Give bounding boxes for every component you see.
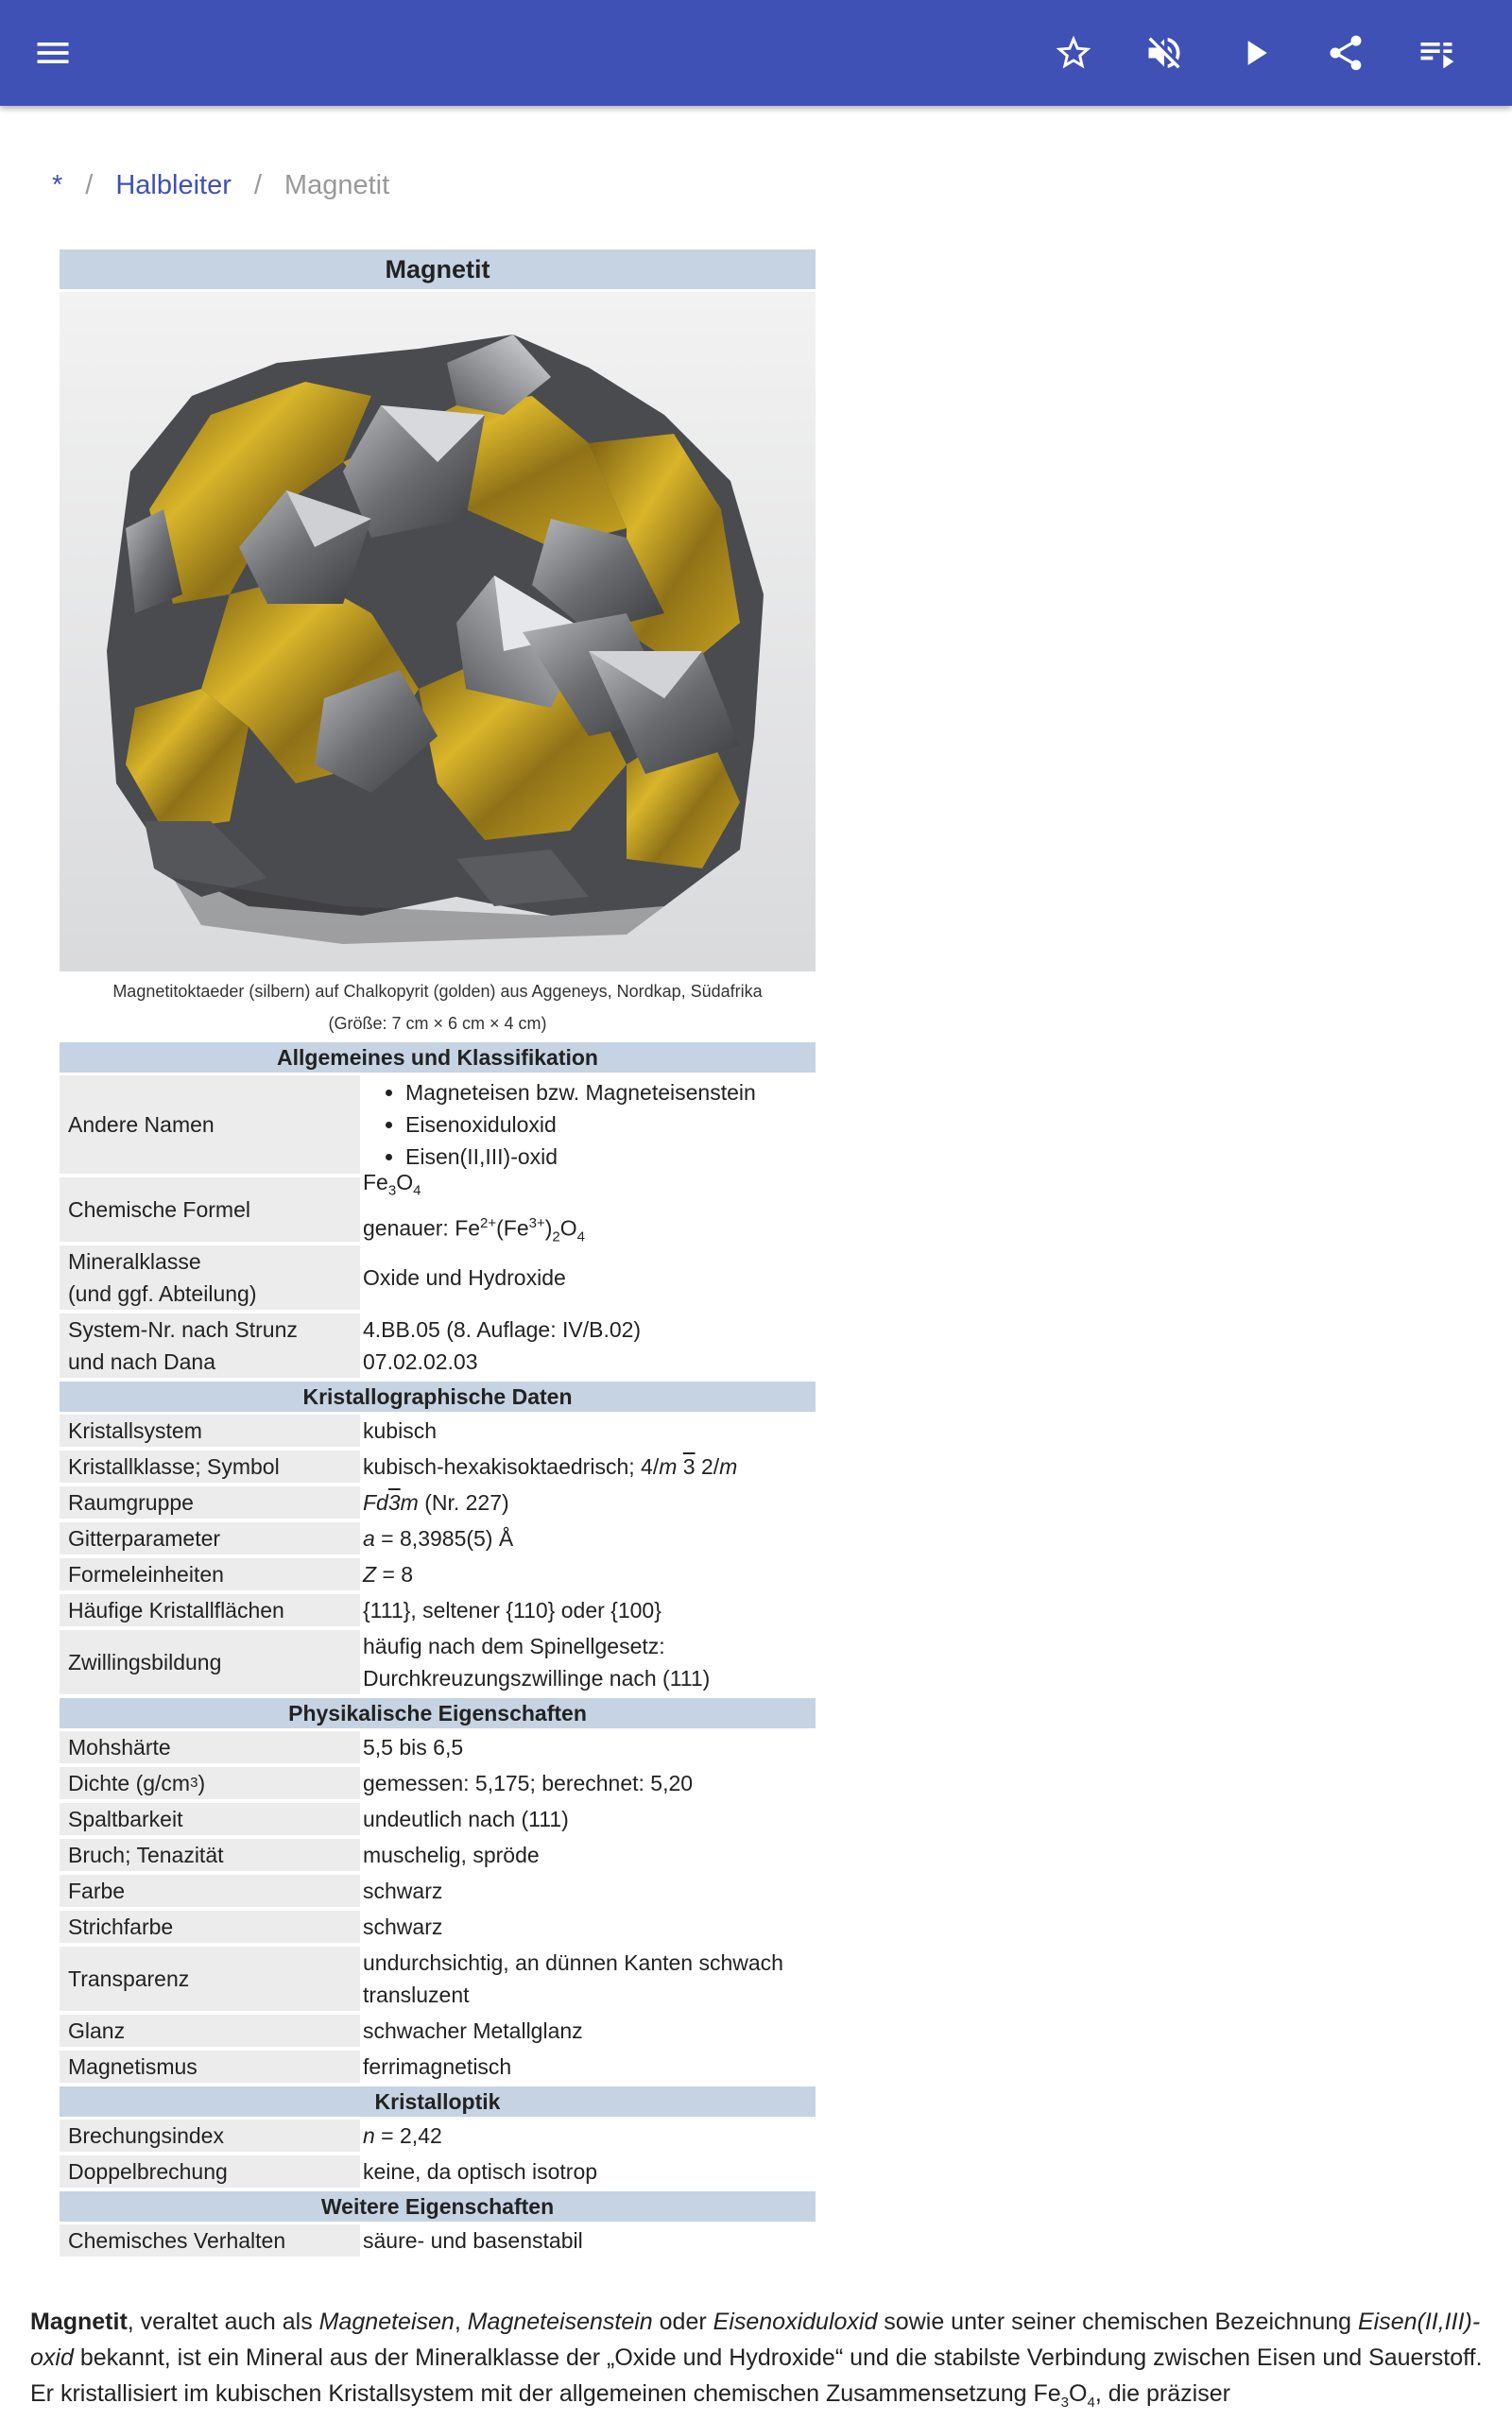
label-fracture: Bruch; Tenazität bbox=[60, 1839, 360, 1871]
mute-button[interactable] bbox=[1119, 0, 1210, 106]
row-cleavage bbox=[60, 1803, 816, 1835]
bookmark-button[interactable] bbox=[1028, 0, 1119, 106]
label-magnetism: Magnetismus bbox=[60, 2051, 360, 2083]
label-other-names: Andere Namen bbox=[60, 1075, 360, 1174]
play-icon bbox=[1234, 32, 1276, 74]
contents-button[interactable] bbox=[1391, 0, 1482, 106]
other-names-list bbox=[363, 1076, 816, 1173]
label-lattice: Gitterparameter bbox=[60, 1522, 360, 1554]
row-birefringence bbox=[60, 2155, 816, 2188]
other-name-item: • Eisen(II,III)-oxid bbox=[405, 1141, 816, 1173]
row-color bbox=[60, 1875, 816, 1907]
playlist-icon bbox=[1416, 32, 1457, 74]
label-refraction: Brechungsindex bbox=[60, 2120, 360, 2152]
breadcrumb-separator: / bbox=[253, 170, 262, 200]
value-crystal-system: kubisch bbox=[363, 1418, 437, 1443]
share-button[interactable] bbox=[1300, 0, 1391, 106]
value-cleavage: undeutlich nach (111) bbox=[363, 1807, 569, 1831]
row-chem-behavior bbox=[60, 2224, 816, 2257]
infobox bbox=[60, 249, 816, 2260]
row-faces bbox=[60, 1594, 816, 1626]
label-faces: Häufige Kristallflächen bbox=[60, 1594, 360, 1626]
label-density: Dichte (g/cm 3 ) bbox=[60, 1767, 360, 1799]
row-crystal-system bbox=[60, 1415, 816, 1447]
app-bar bbox=[0, 0, 1512, 106]
value-formula-units: Z = 8 bbox=[363, 1562, 414, 1587]
infobox-title: Magnetit bbox=[60, 249, 816, 289]
value-magnetism: ferrimagnetisch bbox=[363, 2054, 512, 2079]
row-formula-units bbox=[60, 1558, 816, 1590]
value-density: gemessen: 5,175; berechnet: 5,20 bbox=[363, 1771, 694, 1795]
other-name-item: • Magneteisen bzw. Magneteisenstein bbox=[405, 1076, 816, 1108]
value-space-group[interactable]: Fd3m (Nr. 227) bbox=[363, 1490, 509, 1515]
label-crystal-class: Kristallklasse; Symbol bbox=[60, 1451, 360, 1483]
value-mineral-class: Oxide und Hydroxide bbox=[363, 1265, 566, 1290]
row-twinning bbox=[60, 1630, 816, 1694]
value-fracture: muschelig, spröde bbox=[363, 1843, 540, 1867]
breadcrumb-root[interactable]: * bbox=[52, 170, 63, 200]
alt-name: Eisen(II,III)-oxid bbox=[30, 2309, 1481, 2371]
section-optics: Kristalloptik bbox=[60, 2086, 816, 2117]
label-mineral-class: Mineralklasse (und ggf. Abteilung) bbox=[60, 1245, 360, 1310]
alt-name: Magneteisenstein bbox=[467, 2309, 653, 2335]
row-system-nr bbox=[60, 1314, 816, 1378]
alt-name: Eisenoxiduloxid bbox=[713, 2309, 878, 2335]
row-transparency bbox=[60, 1947, 816, 2011]
label-birefringence: Doppelbrechung bbox=[60, 2155, 360, 2188]
label-space-group: Raumgruppe bbox=[60, 1486, 360, 1519]
section-general: Allgemeines und Klassifikation bbox=[60, 1042, 816, 1073]
caption-line: Magnetitoktaeder (silbern) auf Chalkopyrit (golden) aus Aggeneys, Nordkap, Südafrika bbox=[112, 982, 763, 1001]
section-physical: Physikalische Eigenschaften bbox=[60, 1698, 816, 1728]
row-lattice bbox=[60, 1522, 816, 1554]
label-color: Farbe bbox=[60, 1875, 360, 1907]
menu-icon bbox=[32, 32, 74, 74]
value-streak: schwarz bbox=[363, 1914, 443, 1939]
row-fracture bbox=[60, 1839, 816, 1871]
value-twinning: häufig nach dem Spinellgesetz: Durchkreuzungszwillinge nach (111) bbox=[363, 1634, 711, 1691]
value-birefringence: keine, da optisch isotrop bbox=[363, 2159, 598, 2184]
label-cleavage: Spaltbarkeit bbox=[60, 1803, 360, 1835]
value-chem-behavior: säure- und basenstabil bbox=[363, 2228, 583, 2253]
value-hardness: 5,5 bis 6,5 bbox=[363, 1735, 464, 1760]
label-transparency: Transparenz bbox=[60, 1947, 360, 2011]
share-icon bbox=[1325, 32, 1366, 74]
value-luster: schwacher Metallglanz bbox=[363, 2018, 583, 2043]
label-twinning: Zwillingsbildung bbox=[60, 1630, 360, 1694]
row-formula bbox=[60, 1170, 816, 1245]
section-further: Weitere Eigenschaften bbox=[60, 2191, 816, 2222]
row-space-group bbox=[60, 1486, 816, 1519]
value-formula: $Fe_3O_4$ genauer: $Fe^{2+}(Fe^{3+})_2O_4$ bbox=[363, 1170, 585, 1245]
row-magnetism bbox=[60, 2051, 816, 2083]
value-crystal-class: kubisch-hexakisoktaedrisch; 4/m 3 2/m bbox=[363, 1454, 738, 1479]
caption-size: (Größe: 7 cm × 6 cm × 4 cm) bbox=[328, 1014, 547, 1033]
star-outline-icon bbox=[1053, 32, 1094, 74]
breadcrumb-category[interactable]: Halbleiter bbox=[115, 170, 232, 200]
row-hardness bbox=[60, 1731, 816, 1763]
play-button[interactable] bbox=[1210, 0, 1300, 106]
value-color: schwarz bbox=[363, 1879, 443, 1903]
label-luster: Glanz bbox=[60, 2015, 360, 2047]
row-other-names bbox=[60, 1075, 816, 1174]
row-refraction bbox=[60, 2120, 816, 2152]
breadcrumb-current: Magnetit bbox=[284, 170, 390, 200]
label-crystal-system: Kristallsystem bbox=[60, 1415, 360, 1447]
row-density bbox=[60, 1767, 816, 1799]
label-streak: Strichfarbe bbox=[60, 1911, 360, 1943]
value-refraction: n = 2,42 bbox=[363, 2123, 442, 2148]
article-term: Magnetit bbox=[30, 2309, 128, 2335]
row-crystal-class bbox=[60, 1451, 816, 1483]
menu-button[interactable] bbox=[8, 0, 98, 106]
label-hardness: Mohshärte bbox=[60, 1731, 360, 1763]
value-system-nr: 4.BB.05 (8. Auflage: IV/B.02) 07.02.02.03 bbox=[363, 1317, 642, 1374]
value-lattice: a = 8,3985(5) Å bbox=[363, 1526, 514, 1551]
mineral-photo[interactable] bbox=[60, 292, 816, 971]
volume-off-icon bbox=[1143, 32, 1185, 74]
article-intro: Magnetit, veraltet auch als Magneteisen, Magneteisenstein oder Eisenoxiduloxid sowie unter seiner chemischen Bezeichnung Eisen(II,III)-oxid bekannt, ist ein Mineral aus der Mineralklasse der „Oxide und Hydroxide“ und die stabilste Verbindung zwischen Eisen und Sauerstoff. Er kristallisiert im kubischen Kristallsystem mit der allgemeinen chemischen Zusammensetzung $Fe_3O_4$, die präziser bbox=[30, 2309, 1483, 2411]
label-chem-behavior: Chemisches Verhalten bbox=[60, 2224, 360, 2257]
section-crystal: Kristallographische Daten bbox=[60, 1382, 816, 1412]
row-mineral-class bbox=[60, 1245, 816, 1310]
photo-caption bbox=[60, 971, 816, 1039]
label-formula: Chemische Formel bbox=[60, 1177, 360, 1242]
value-other-names bbox=[363, 1075, 816, 1174]
breadcrumb bbox=[52, 170, 389, 201]
row-streak bbox=[60, 1911, 816, 1943]
value-transparency: undurchsichtig, an dünnen Kanten schwach transluzent bbox=[363, 1950, 783, 2007]
other-name-item: • Eisenoxiduloxid bbox=[405, 1108, 816, 1141]
label-formula-units: Formeleinheiten bbox=[60, 1558, 360, 1590]
alt-name: Magneteisen bbox=[318, 2309, 455, 2335]
label-system-nr: System-Nr. nach Strunz und nach Dana bbox=[60, 1314, 360, 1378]
value-faces: {111}, seltener {110} oder {100} bbox=[363, 1598, 662, 1623]
breadcrumb-separator: / bbox=[85, 170, 94, 200]
row-luster bbox=[60, 2015, 816, 2047]
